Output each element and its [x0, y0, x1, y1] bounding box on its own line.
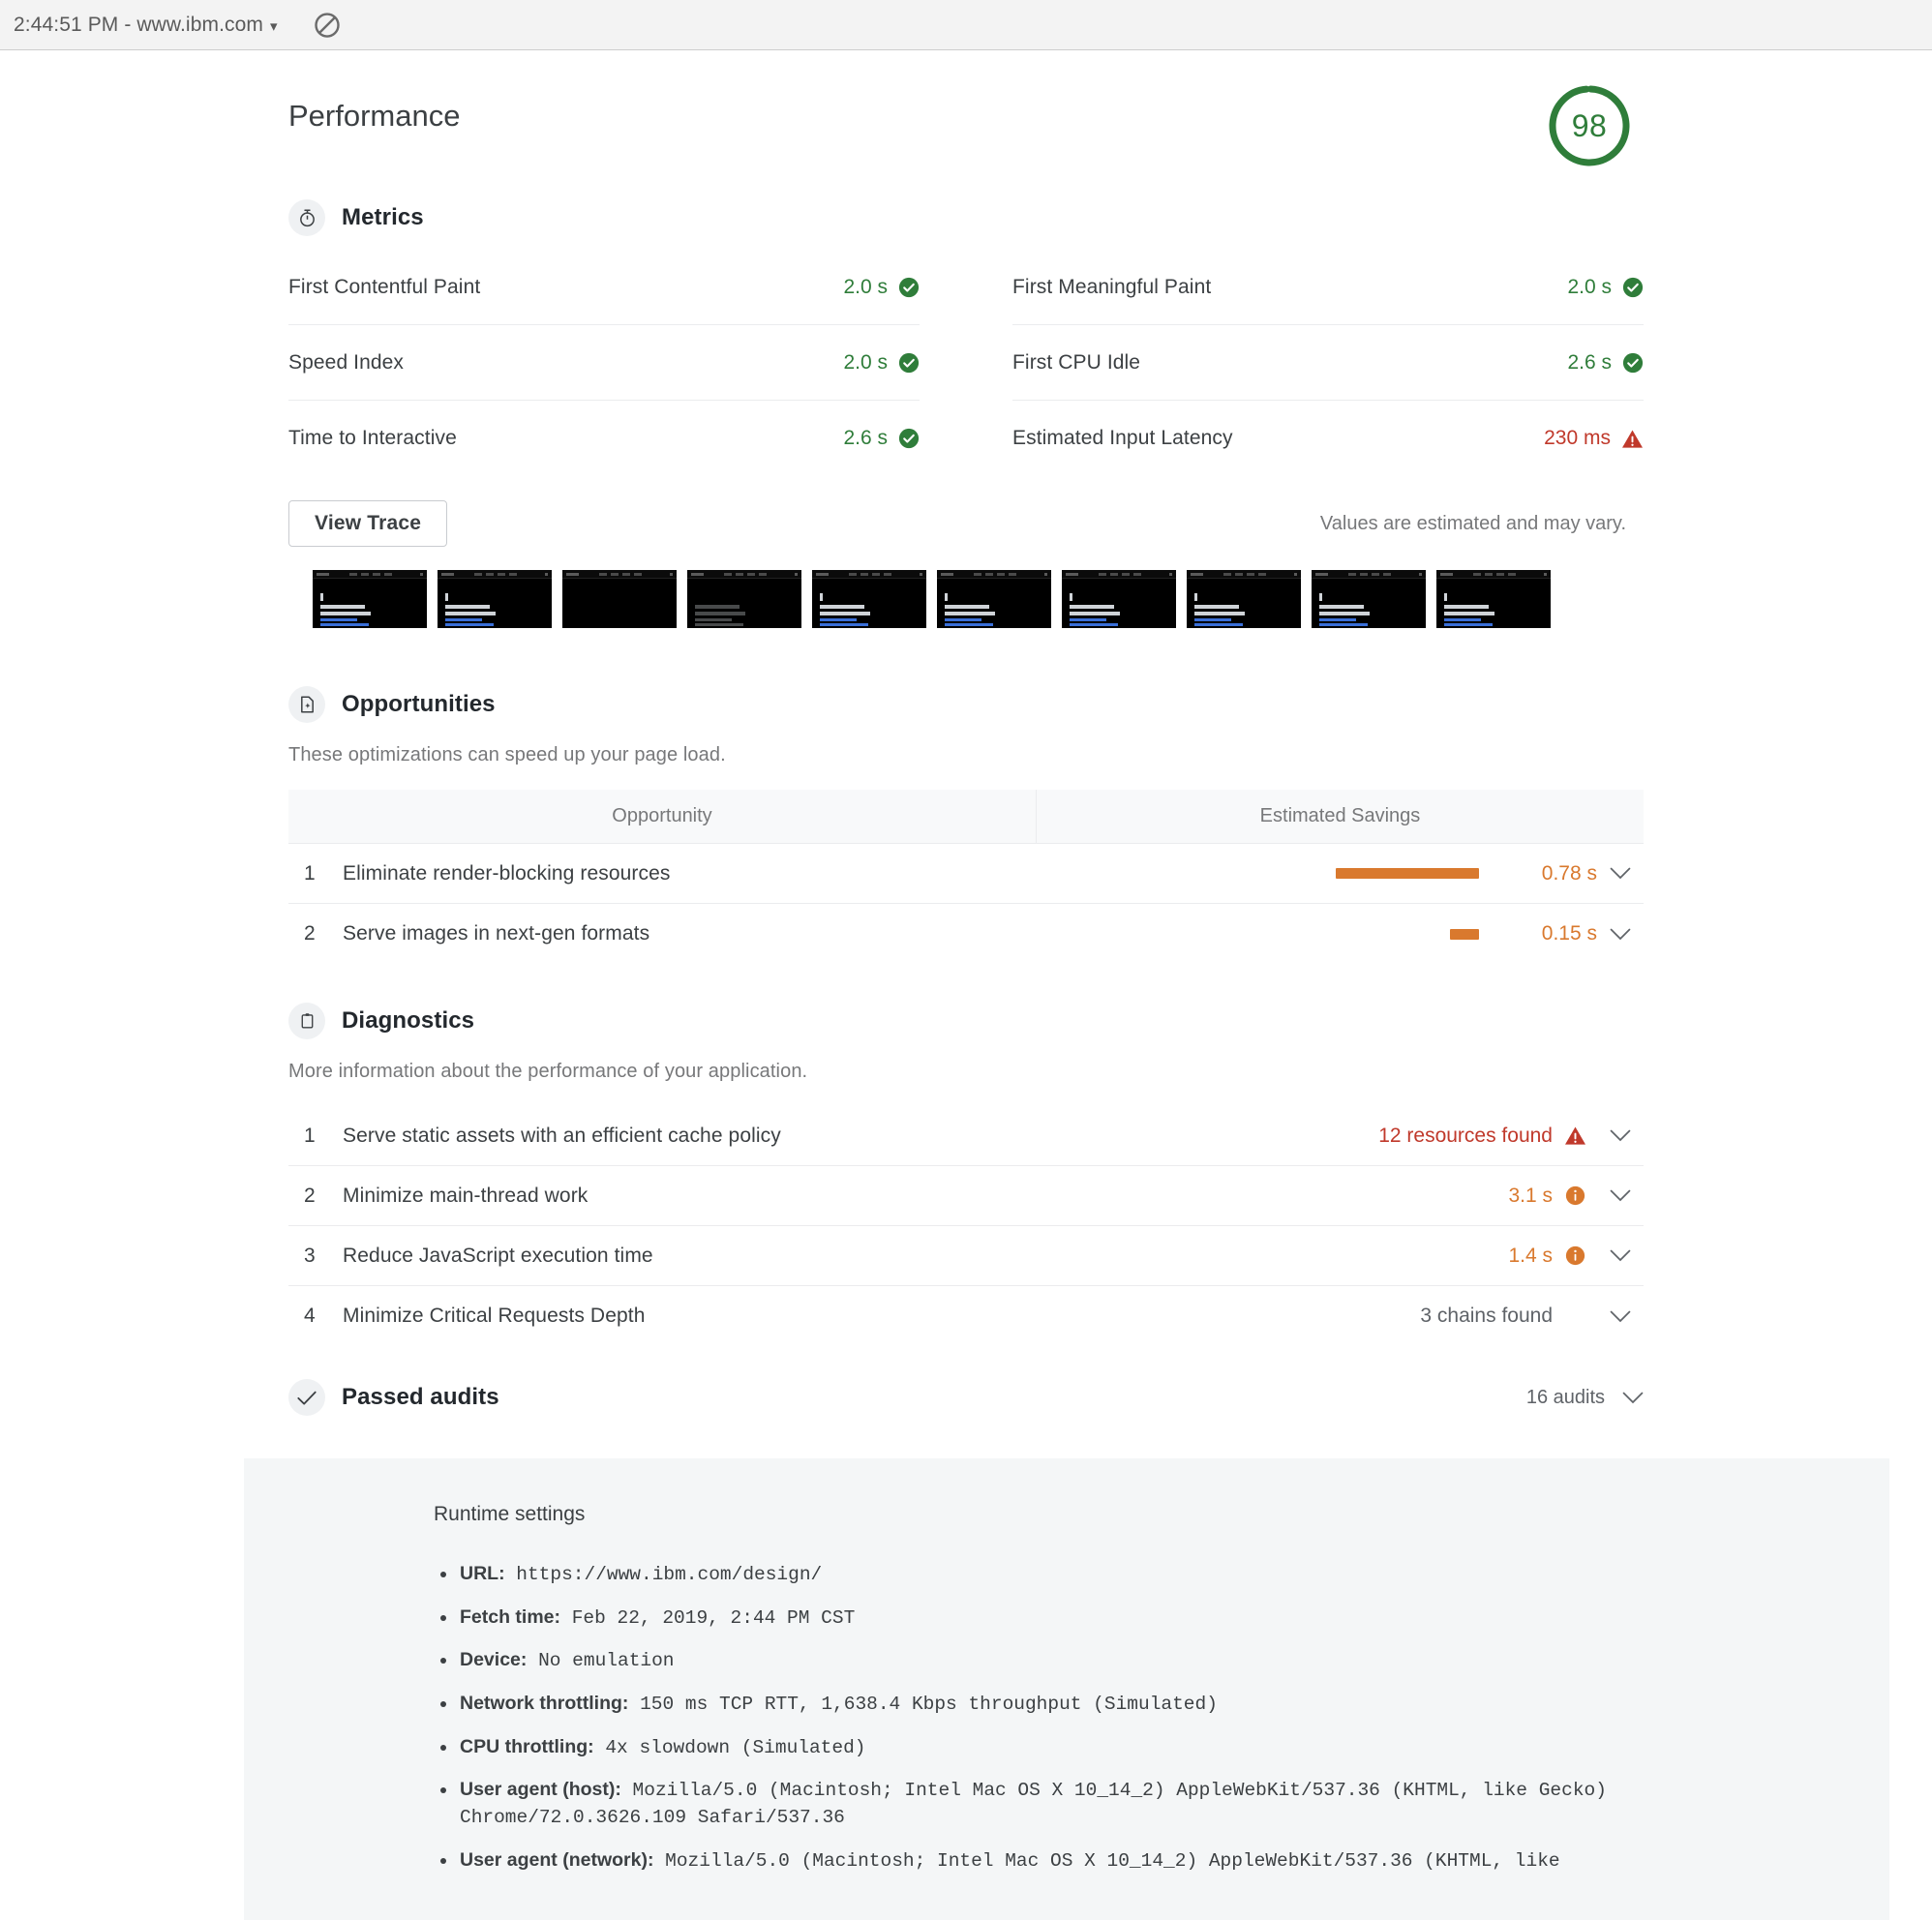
table-row[interactable]: [288, 1226, 1644, 1286]
row-index: 2: [304, 1184, 316, 1207]
diagnostics-description: More information about the performance of your application.: [288, 1061, 808, 1082]
metric-value-group: [1567, 351, 1644, 375]
column-header-opportunity: Opportunity: [612, 805, 712, 826]
audit-title: Eliminate render-blocking resources: [343, 861, 671, 885]
metric-value: 230 ms: [1544, 427, 1611, 449]
chevron-down-icon: ▾: [269, 17, 278, 35]
metric-label: Time to Interactive: [288, 427, 457, 449]
diagnostics-table: [288, 1106, 1644, 1346]
info-icon: [1553, 1185, 1597, 1206]
view-trace-button[interactable]: View Trace: [288, 500, 447, 547]
opportunities-table: [288, 790, 1644, 964]
report-container: [288, 50, 1644, 1433]
filmstrip-frame[interactable]: [1062, 570, 1176, 628]
pass-check-icon: [898, 428, 920, 449]
runtime-key: Device:: [460, 1649, 528, 1671]
filmstrip-frame[interactable]: [937, 570, 1051, 628]
info-icon: [1553, 1245, 1597, 1266]
passed-audits-count: 16 audits: [1525, 1386, 1605, 1408]
metric-label: First Contentful Paint: [288, 275, 481, 298]
performance-category-header: [288, 50, 1644, 172]
metric-value-group: [843, 427, 920, 450]
audit-run-selector[interactable]: [14, 14, 278, 37]
table-header-row: [288, 790, 1644, 844]
metrics-title: Metrics: [342, 204, 424, 230]
filmstrip-frame[interactable]: [1187, 570, 1301, 628]
metric-row[interactable]: [1012, 325, 1644, 401]
runtime-value: Mozilla/5.0 (Macintosh; Intel Mac OS X 10_14_2) AppleWebKit/537.36 (KHTML, like: [653, 1849, 1560, 1872]
filmstrip-frame[interactable]: [1312, 570, 1426, 628]
pass-check-icon: [898, 352, 920, 374]
list-item: [434, 1777, 1744, 1831]
metric-value-group: [843, 351, 920, 375]
metric-label: First CPU Idle: [1012, 350, 1141, 374]
performance-score-gauge[interactable]: [1543, 79, 1636, 172]
expand-chevron-icon[interactable]: [1597, 928, 1644, 941]
metric-label: First Meaningful Paint: [1012, 275, 1212, 298]
passed-audits-count-group: [1526, 1387, 1644, 1409]
metric-value-group: [1544, 427, 1644, 450]
savings-bar: [1336, 868, 1479, 879]
list-item: [434, 1691, 1744, 1719]
table-row[interactable]: [288, 844, 1644, 904]
savings-bar: [1450, 929, 1479, 940]
metrics-grid: [288, 250, 1644, 476]
metric-row[interactable]: [288, 250, 920, 325]
metric-label: Estimated Input Latency: [1012, 427, 1233, 449]
expand-chevron-icon[interactable]: [1597, 1249, 1644, 1262]
runtime-key: Network throttling:: [460, 1693, 629, 1715]
metric-value: 2.6 s: [1567, 350, 1612, 374]
table-row[interactable]: [288, 1286, 1644, 1346]
runtime-key: User agent (host):: [460, 1779, 621, 1801]
audit-run-title: 2:44:51 PM - www.ibm.com: [14, 13, 263, 36]
lighthouse-report: [0, 50, 1932, 1920]
audit-title: Minimize Critical Requests Depth: [343, 1305, 646, 1327]
list-item: [434, 1605, 1744, 1633]
passed-audits-label-group: [288, 1379, 499, 1416]
runtime-settings-list: [434, 1561, 1744, 1875]
metric-row[interactable]: [1012, 250, 1644, 325]
row-index: 1: [304, 1124, 316, 1147]
row-index: 2: [304, 922, 316, 945]
audit-title: Serve images in next-gen formats: [343, 922, 650, 945]
runtime-settings-inner: [389, 1503, 1744, 1875]
runtime-value: https://www.ibm.com/design/: [504, 1564, 823, 1585]
filmstrip-frame[interactable]: [438, 570, 552, 628]
check-icon: [288, 1379, 325, 1416]
trace-row: [288, 500, 1644, 547]
audit-value: 3 chains found: [1420, 1305, 1553, 1327]
metrics-column-right: [966, 250, 1644, 476]
estimation-disclaimer: Values are estimated and may vary.: [1319, 512, 1626, 534]
metric-value: 2.6 s: [843, 427, 888, 449]
stopwatch-icon: [288, 199, 325, 236]
expand-chevron-icon[interactable]: [1597, 1129, 1644, 1142]
row-index: 4: [304, 1305, 316, 1327]
metric-row[interactable]: [288, 325, 920, 401]
audit-value: 12 resources found: [1378, 1124, 1553, 1147]
savings-bar-cell: [1189, 868, 1479, 879]
passed-audits-title: Passed audits: [342, 1384, 499, 1410]
diagnostics-section-header: [288, 1003, 1644, 1039]
pass-check-icon: [1622, 277, 1644, 298]
metric-value-group: [843, 276, 920, 299]
filmstrip-frame[interactable]: [687, 570, 801, 628]
metric-label: Speed Index: [288, 350, 405, 374]
runtime-key: URL:: [460, 1563, 505, 1584]
diagnostics-title: Diagnostics: [342, 1007, 475, 1034]
runtime-settings-title: Runtime settings: [434, 1503, 586, 1525]
list-item: [434, 1847, 1744, 1875]
no-entry-icon[interactable]: [291, 11, 342, 40]
row-index: 1: [304, 861, 316, 885]
opportunity-icon: [288, 686, 325, 723]
filmstrip-frame[interactable]: [812, 570, 926, 628]
runtime-key: User agent (network):: [460, 1848, 654, 1871]
metric-row[interactable]: [1012, 401, 1644, 476]
metric-value: 2.0 s: [1567, 275, 1612, 298]
audit-title: Reduce JavaScript execution time: [343, 1244, 653, 1267]
expand-chevron-icon[interactable]: [1597, 1189, 1644, 1202]
runtime-value: 150 ms TCP RTT, 1,638.4 Kbps throughput (Simulated): [628, 1694, 1218, 1716]
expand-chevron-icon[interactable]: [1597, 867, 1644, 880]
runtime-key: CPU throttling:: [460, 1735, 594, 1757]
warning-triangle-icon: [1621, 429, 1644, 449]
column-header-savings: Estimated Savings: [1036, 790, 1644, 843]
list-item: [434, 1734, 1744, 1762]
row-index: 3: [304, 1244, 316, 1267]
devtools-toolbar: [0, 0, 1932, 50]
metrics-column-left: [288, 250, 966, 476]
audit-value: 1.4 s: [1508, 1244, 1553, 1267]
audit-title: Minimize main-thread work: [343, 1184, 589, 1207]
table-row[interactable]: [288, 904, 1644, 964]
metric-value: 2.0 s: [843, 350, 888, 374]
runtime-value: Feb 22, 2019, 2:44 PM CST: [560, 1606, 856, 1629]
audit-title: Serve static assets with an efficient cache policy: [343, 1124, 781, 1147]
expand-chevron-icon[interactable]: [1622, 1392, 1644, 1404]
metric-row[interactable]: [288, 401, 920, 476]
list-item: [434, 1561, 1744, 1589]
page-title: Performance: [288, 99, 461, 133]
opportunities-title: Opportunities: [342, 691, 496, 717]
performance-score-value: 98: [1571, 107, 1608, 143]
clipboard-icon: [288, 1003, 325, 1039]
audit-value: 3.1 s: [1508, 1184, 1553, 1207]
runtime-key: Fetch time:: [460, 1605, 561, 1628]
runtime-value: 4x slowdown (Simulated): [593, 1736, 866, 1758]
savings-bar-cell: [1189, 929, 1479, 940]
pass-check-icon: [898, 277, 920, 298]
runtime-value: Mozilla/5.0 (Macintosh; Intel Mac OS X 10_14_2) AppleWebKit/537.36 (KHTML, like Gecko) Chrome/72.0.3626.109 Safari/537.36: [460, 1780, 1618, 1829]
audit-value: 0.78 s: [1541, 861, 1597, 885]
runtime-value: No emulation: [527, 1650, 675, 1672]
filmstrip-frame[interactable]: [562, 570, 677, 628]
filmstrip-frame[interactable]: [313, 570, 427, 628]
audit-value: 0.15 s: [1541, 922, 1597, 945]
filmstrip-frame[interactable]: [1436, 570, 1551, 628]
warning-triangle-icon: [1553, 1125, 1597, 1146]
runtime-settings-panel: [244, 1458, 1889, 1920]
pass-check-icon: [1622, 352, 1644, 374]
metric-value-group: [1567, 276, 1644, 299]
passed-audits-header[interactable]: [288, 1379, 1644, 1433]
list-item: [434, 1647, 1744, 1675]
screenshot-filmstrip: [288, 570, 1644, 628]
table-row[interactable]: [288, 1166, 1644, 1226]
opportunities-section-header: [288, 686, 1644, 723]
expand-chevron-icon[interactable]: [1597, 1310, 1644, 1323]
metrics-section-header: [288, 199, 1644, 236]
table-row[interactable]: [288, 1106, 1644, 1166]
opportunities-description: These optimizations can speed up your page load.: [288, 744, 726, 765]
metric-value: 2.0 s: [843, 275, 888, 298]
